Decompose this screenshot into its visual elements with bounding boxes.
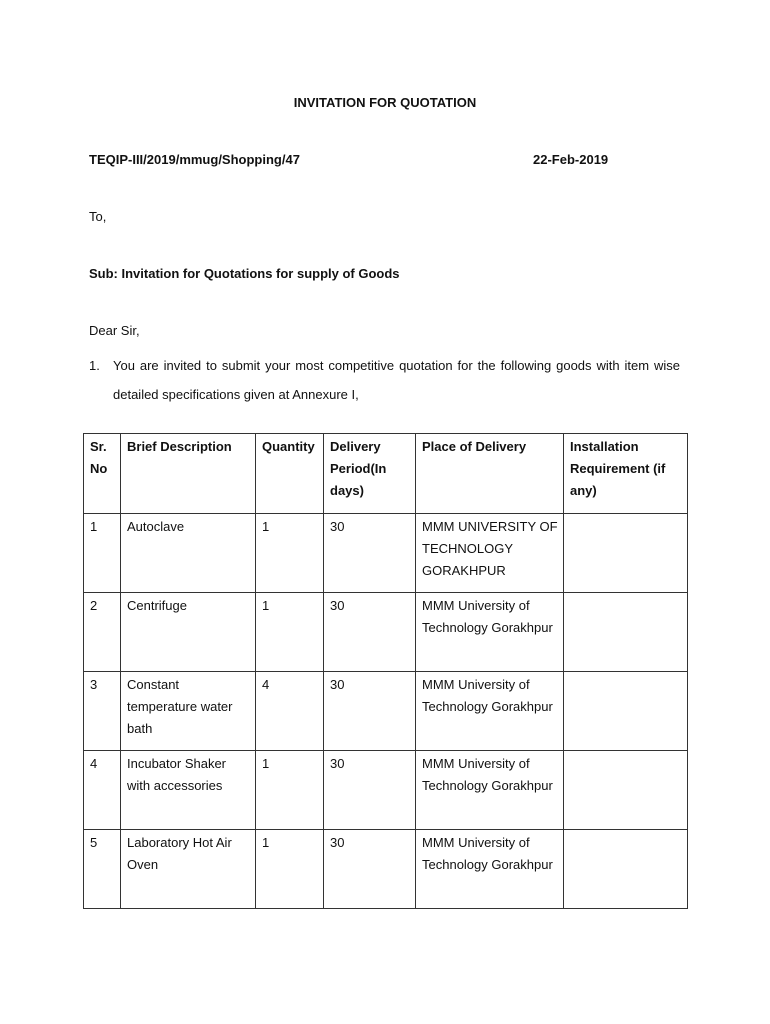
paragraph-number: 1. (89, 358, 100, 373)
goods-table (83, 433, 688, 909)
cell-delivery-period: 30 (324, 830, 416, 909)
table-row (84, 672, 688, 751)
cell-place-of-delivery: MMM UNIVERSITY OF TECHNOLOGY GORAKHPUR (416, 514, 564, 593)
header-delivery-period: Delivery Period(In days) (324, 434, 416, 514)
cell-quantity: 1 (256, 514, 324, 593)
subject-line: Sub: Invitation for Quotations for supply of Goods (89, 266, 400, 281)
cell-delivery-period: 30 (324, 672, 416, 751)
cell-description: Laboratory Hot Air Oven (121, 830, 256, 909)
cell-delivery-period: 30 (324, 514, 416, 593)
cell-installation (564, 672, 688, 751)
cell-description: Constant temperature water bath (121, 672, 256, 751)
addressee-line: To, (89, 209, 107, 224)
salutation: Dear Sir, (89, 323, 140, 338)
cell-sr-no: 3 (84, 672, 121, 751)
cell-quantity: 1 (256, 593, 324, 672)
cell-quantity: 4 (256, 672, 324, 751)
paragraph-text: You are invited to submit your most competitive quotation for the following goods with item wise detailed specifications given at Annexure I, (113, 358, 680, 402)
table-row (84, 593, 688, 672)
table-row (84, 830, 688, 909)
table-row (84, 751, 688, 830)
cell-installation (564, 751, 688, 830)
cell-description: Centrifuge (121, 593, 256, 672)
cell-delivery-period: 30 (324, 593, 416, 672)
header-installation: Installation Requirement (if any) (564, 434, 688, 514)
cell-quantity: 1 (256, 830, 324, 909)
cell-delivery-period: 30 (324, 751, 416, 830)
document-date: 22-Feb-2019 (533, 152, 609, 167)
cell-installation (564, 514, 688, 593)
cell-sr-no: 1 (84, 514, 121, 593)
header-sr-no: Sr. No (84, 434, 121, 514)
reference-number: TEQIP-III/2019/mmug/Shopping/47 (89, 152, 300, 167)
page-title: INVITATION FOR QUOTATION (293, 95, 477, 110)
cell-sr-no: 5 (84, 830, 121, 909)
header-description: Brief Description (121, 434, 256, 514)
cell-description: Autoclave (121, 514, 256, 593)
header-quantity: Quantity (256, 434, 324, 514)
paragraph-1 (89, 351, 680, 409)
cell-description: Incubator Shaker with accessories (121, 751, 256, 830)
table-header-row (84, 434, 688, 514)
cell-place-of-delivery: MMM University of Technology Gorakhpur (416, 593, 564, 672)
table-row (84, 514, 688, 593)
cell-installation (564, 830, 688, 909)
cell-place-of-delivery: MMM University of Technology Gorakhpur (416, 751, 564, 830)
cell-sr-no: 4 (84, 751, 121, 830)
cell-place-of-delivery: MMM University of Technology Gorakhpur (416, 672, 564, 751)
cell-installation (564, 593, 688, 672)
cell-place-of-delivery: MMM University of Technology Gorakhpur (416, 830, 564, 909)
cell-sr-no: 2 (84, 593, 121, 672)
cell-quantity: 1 (256, 751, 324, 830)
header-place-of-delivery: Place of Delivery (416, 434, 564, 514)
